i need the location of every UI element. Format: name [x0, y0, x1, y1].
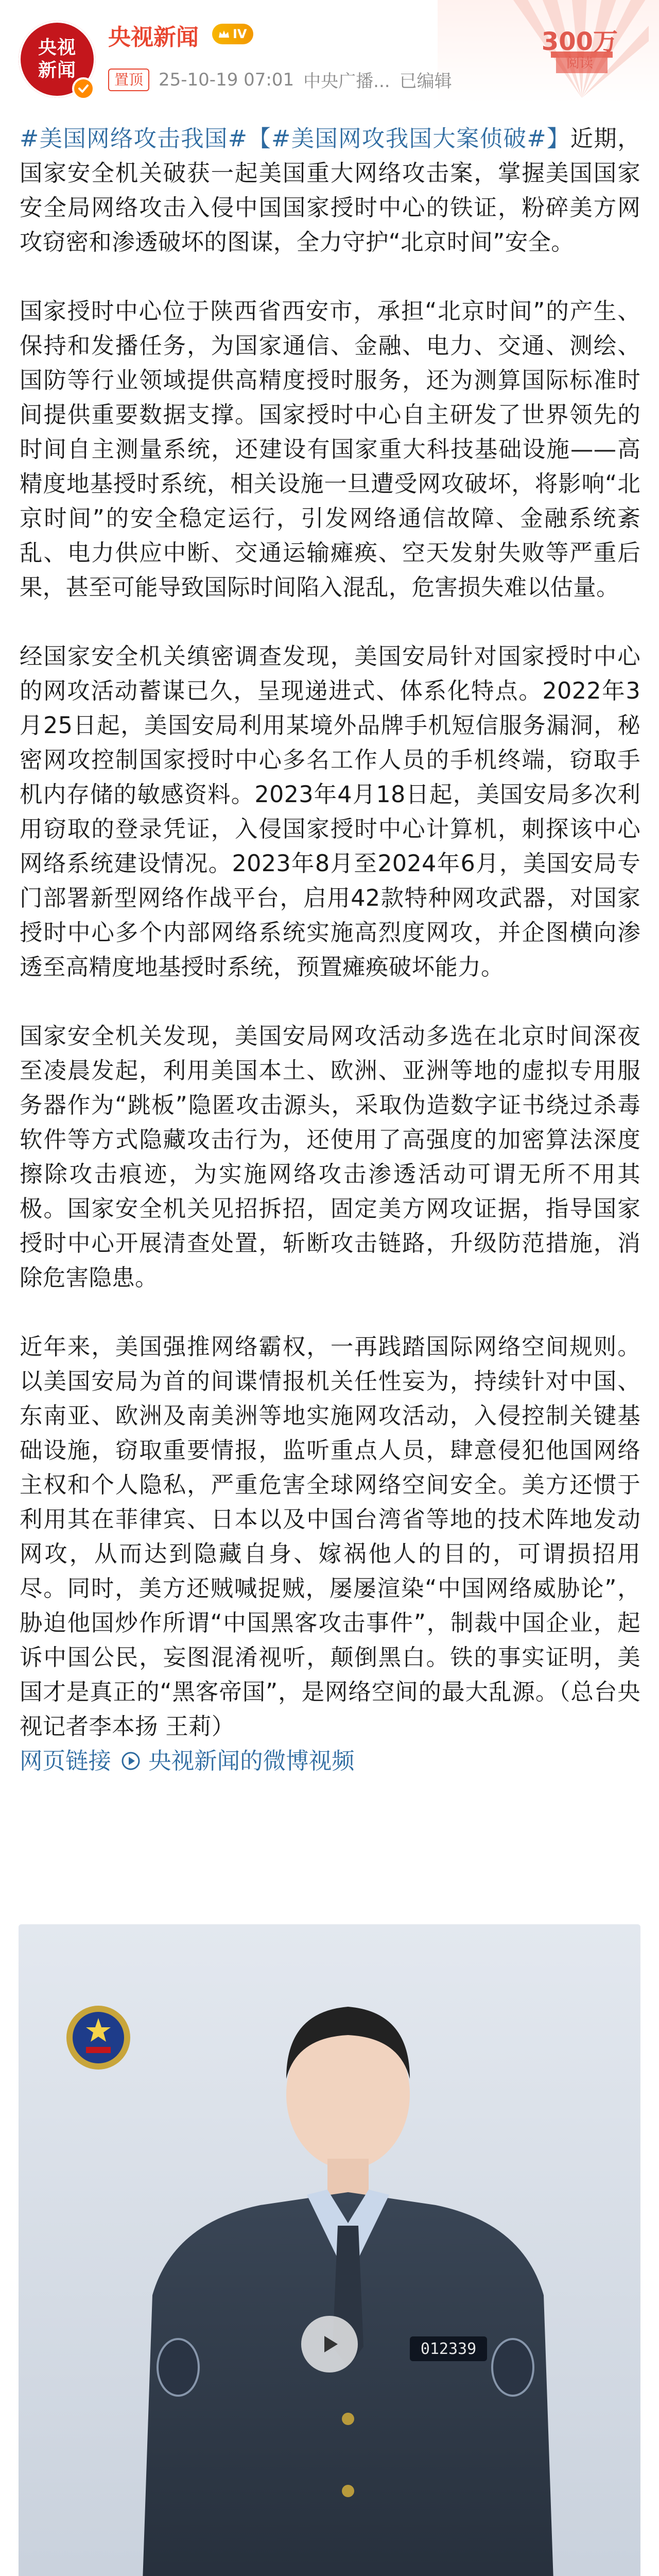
avatar-line-1: 央视	[38, 37, 76, 58]
hashtag-us-cyber-attack[interactable]: #美国网络攻击我国#	[20, 126, 248, 152]
police-emblem	[66, 2006, 130, 2070]
play-button[interactable]	[301, 2316, 358, 2372]
video-play-icon	[120, 1751, 141, 1771]
paragraph-1-text: 近期，国家安全机关破获一起美国重大网络攻击案，掌握美国国家安全局网络攻击入侵中国国家授时中心的铁证，粉碎美方网攻窃密和渗透破坏的图谋，全力守护“北京时间”安全。	[20, 126, 640, 256]
edited-label: 已编辑	[399, 71, 452, 92]
read-count-number: 300万	[541, 27, 618, 56]
web-link-label: 网页链接	[20, 1748, 112, 1774]
play-icon	[317, 2332, 342, 2357]
badge-number: 012339	[420, 2340, 477, 2358]
paragraph-4: 国家安全机关发现，美国安局网攻活动多选在北京时间深夜至凌晨发起，利用美国本土、欧洲、亚洲等地的虚拟专用服务器作为“跳板”隐匿攻击源头，采取伪造数字证书绕过杀毒软件等方式隐藏攻击行为，还使用了高强度的加密算法深度擦除攻击痕迹，为实施网络攻击渗透活动可谓无所不用其极。国家安全机关见招拆招，固定美方网攻证据，指导国家授时中心开展清查处置，斩断攻击链路，升级防范措施，消除危害隐患。	[20, 1023, 640, 1291]
crown-icon	[218, 30, 230, 38]
paragraph-2: 国家授时中心位于陕西省西安市，承担“北京时间”的产生、保持和发播任务，为国家通信、金融、电力、交通、测绘、国防等行业领域提供高精度授时服务，还为测算国际标准时间提供重要数据支撑。国家授时中心自主研发了世界领先的时间自主测量系统，还建设有国家重大科技基础设施——高精度地基授时系统，相关设施一旦遭受网攻破坏，将影响“北京时间”的安全稳定运行，引发网络通信故障、金融系统紊乱、电力供应中断、交通运输瘫痪、空天发射失败等严重后果，甚至可能导致国际时间陷入混乱，危害损失难以估量。	[20, 298, 641, 601]
level-text: IV	[233, 27, 247, 41]
video-player[interactable]	[19, 1924, 640, 2576]
video-frame	[19, 1924, 640, 2576]
author-name[interactable]: 央视新闻	[108, 24, 199, 50]
weibo-video-link[interactable]	[120, 1744, 355, 1778]
post-source: 中央广播...	[303, 71, 390, 92]
post-timestamp: 25-10-19 07:01	[159, 69, 294, 90]
post-header	[0, 0, 659, 118]
verified-icon	[72, 77, 95, 100]
paragraph-1	[20, 122, 640, 260]
read-count-label: 阅读	[566, 56, 593, 71]
avatar-line-2: 新闻	[38, 60, 76, 81]
post-content	[20, 122, 640, 1778]
weibo-video-link-label: 央视新闻的微博视频	[148, 1748, 355, 1774]
paragraph-5: 近年来，美国强推网络霸权，一再践踏国际网络空间规则。以美国安局为首的间谍情报机关任性妄为，持续针对中国、东南亚、欧洲及南美洲等地实施网攻活动，入侵控制关键基础设施，窃取重要情报，监听重点人员，肆意侵犯他国网络主权和个人隐私，严重危害全球网络空间安全。美方还惯于利用其在菲律宾、日本以及中国台湾省等地的技术阵地发动网攻，从而达到隐藏自身、嫁祸他人的目的，可谓损招用尽。同时，美方还贼喊捉贼，屡屡渲染“中国网络威胁论”，胁迫他国炒作所谓“中国黑客攻击事件”，制裁中国企业，起诉中国公民，妄图混淆视听，颠倒黑白。铁的事实证明，美国才是真正的“黑客帝国”，是网络空间的最大乱源。（总台央视记者李本扬 王莉）	[20, 1334, 640, 1740]
level-badge	[212, 24, 253, 44]
post-meta	[108, 67, 452, 92]
paragraph-3: 经国家安全机关缜密调查发现，美国安局针对国家授时中心的网攻活动蓄谋已久，呈现递进式、体系化特点。2022年3月25日起，美国安局利用某境外品牌手机短信服务漏洞，秘密网攻控制国家授时中心多名工作人员的手机终端，窃取手机内存储的敏感资料。2023年4月18日起，美国安局多次利用窃取的登录凭证，入侵国家授时中心计算机，刺探该中心网络系统建设情况。2023年8月至2024年6月，美国安局专门部署新型网络作战平台，启用42款特种网攻武器，对国家授时中心多个内部网络系统实施高烈度网攻，并企图横向渗透至高精度地基授时系统，预置瘫痪破坏能力。	[20, 643, 640, 980]
hashtag-case-solved[interactable]: 【#美国网攻我国大案侦破#】	[247, 126, 570, 152]
read-count	[542, 28, 618, 72]
pinned-badge: 置顶	[108, 69, 149, 91]
post-links	[20, 1744, 640, 1778]
web-link[interactable]	[20, 1744, 111, 1778]
